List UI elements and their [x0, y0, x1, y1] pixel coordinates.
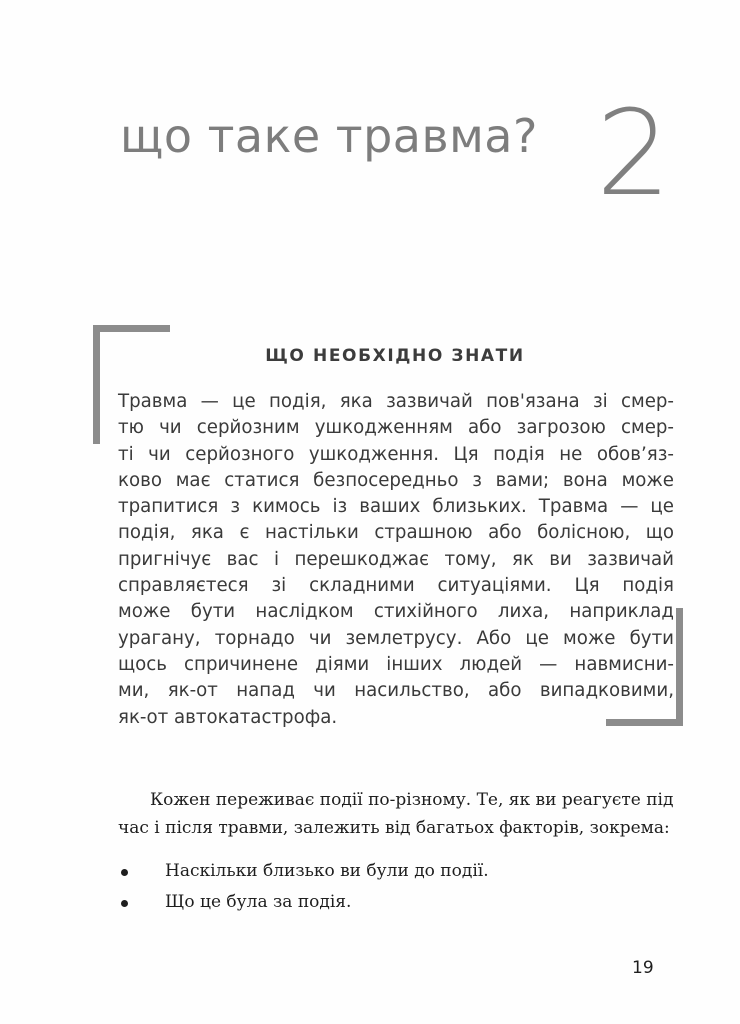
callout-line: подія, яка є настільки страшною або болісною, що [118, 522, 674, 544]
paragraph-line: Кожен переживає події по-різному. Те, як ви реагуєте під [150, 790, 674, 810]
chapter-number: 2 [596, 84, 672, 222]
callout-line: як-от автокатастрофа. [118, 706, 338, 728]
callout-bracket-bottom-right-vertical [676, 608, 683, 726]
page-number: 19 [632, 958, 654, 978]
callout-line: може бути наслідком стихійного лиха, наприклад [118, 601, 674, 623]
callout-line: урагану, торнадо чи землетрусу. Або це може бути [118, 627, 674, 649]
callout-text [118, 389, 674, 731]
callout-bracket-top-left-vertical [93, 325, 100, 444]
bullet-icon [121, 900, 128, 907]
callout-line: пригнічує вас і перешкоджає тому, як ви зазвичай [118, 548, 674, 570]
callout-line: ково має статися безпосередньо з вами; вона може [118, 469, 674, 491]
callout-line: щось спричинене діями інших людей — навмисни- [118, 653, 674, 675]
callout-line: ті чи серйозного ушкодження. Ця подія не обов’яз- [118, 443, 674, 465]
list-item-text: Наскільки близько ви були до події. [165, 861, 489, 881]
paragraph-line: час і після травми, залежить від багатьох факторів, зокрема: [118, 818, 670, 838]
list-item [118, 856, 489, 887]
callout-line: ми, як-от напад чи насильство, або випадковими, [118, 680, 674, 702]
callout-line: Травма — це подія, яка зазвичай пов'язана зі смер- [118, 391, 674, 412]
callout-line: трапитися з кимось із ваших близьких. Травма — це [118, 496, 674, 518]
body-paragraph [118, 786, 674, 842]
list-item [118, 887, 489, 918]
factor-list [118, 856, 489, 918]
callout-line: тю чи серйозним ушкодженням або загрозою смер- [118, 417, 674, 439]
callout-bracket-top-left-horizontal [93, 325, 170, 332]
chapter-title: що таке травма? [120, 109, 538, 163]
list-item-text: Що це була за подія. [165, 892, 352, 912]
callout-line: справляєтеся зі складними ситуаціями. Ця подія [118, 575, 674, 597]
bullet-icon [121, 869, 128, 876]
callout-heading: ЩО НЕОБХІДНО ЗНАТИ [265, 346, 525, 366]
